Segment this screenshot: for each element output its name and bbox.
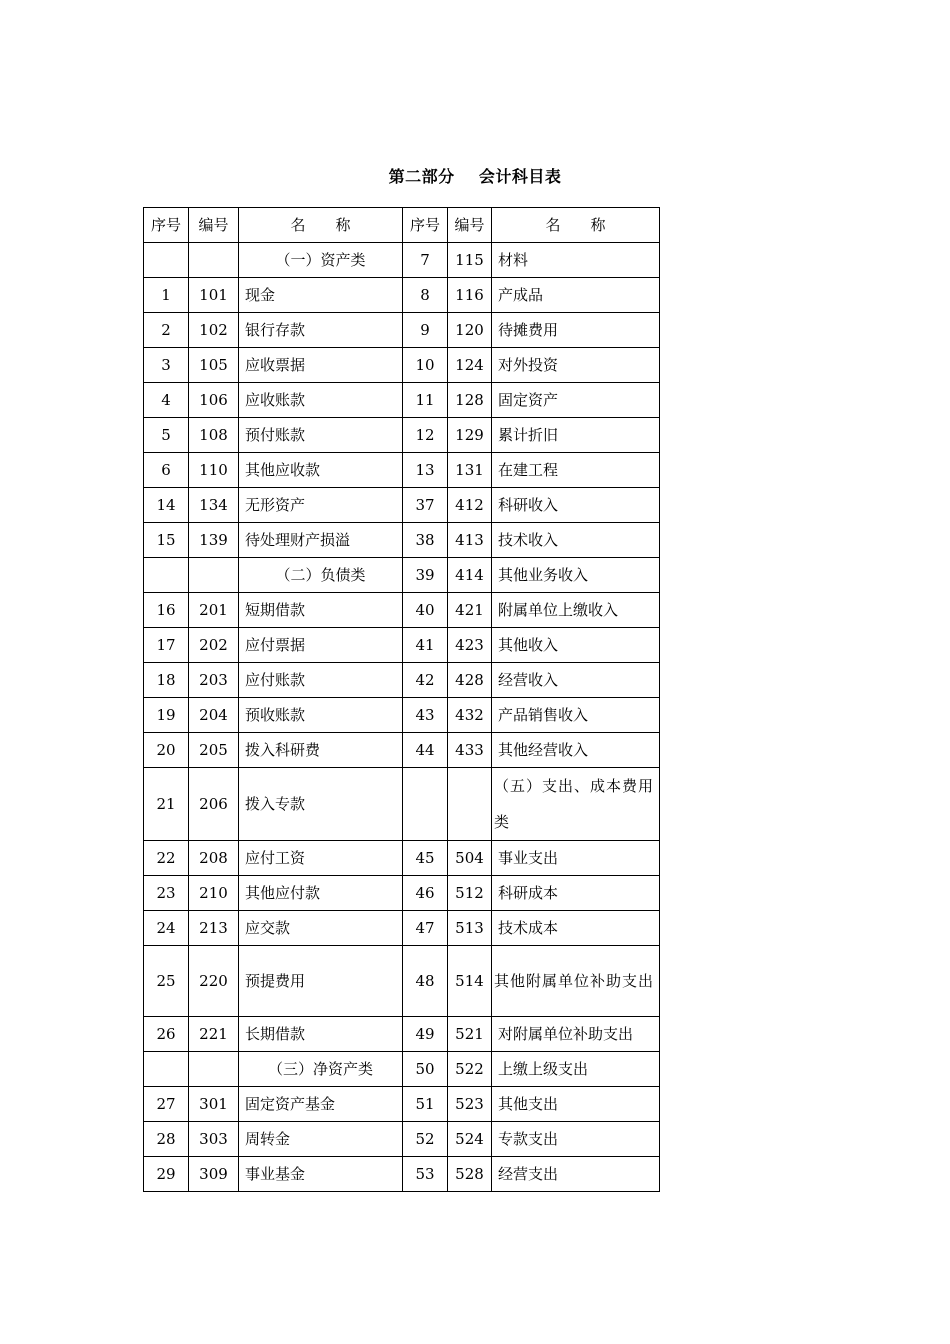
cell-seq-2: 9 bbox=[403, 313, 448, 348]
cell-seq: 14 bbox=[144, 488, 189, 523]
table-row bbox=[144, 278, 660, 313]
table-row bbox=[144, 558, 660, 593]
cell-code bbox=[189, 1052, 239, 1087]
cell-seq: 3 bbox=[144, 348, 189, 383]
cell-code-2: 512 bbox=[448, 876, 492, 911]
table-row bbox=[144, 418, 660, 453]
cell-code: 105 bbox=[189, 348, 239, 383]
cell-seq-2 bbox=[403, 768, 448, 841]
cell-code-2: 413 bbox=[448, 523, 492, 558]
cell-code: 204 bbox=[189, 698, 239, 733]
table-row bbox=[144, 313, 660, 348]
cell-code-2: 522 bbox=[448, 1052, 492, 1087]
cell-code: 134 bbox=[189, 488, 239, 523]
table-row bbox=[144, 911, 660, 946]
table-row bbox=[144, 383, 660, 418]
cell-name-2: 技术成本 bbox=[492, 911, 660, 946]
cell-code: 203 bbox=[189, 663, 239, 698]
cell-seq: 27 bbox=[144, 1087, 189, 1122]
cell-code: 201 bbox=[189, 593, 239, 628]
cell-name: 拨入专款 bbox=[239, 768, 403, 841]
cell-seq: 4 bbox=[144, 383, 189, 418]
cell-name-2: 待摊费用 bbox=[492, 313, 660, 348]
table-row bbox=[144, 663, 660, 698]
cell-name: 待处理财产损溢 bbox=[239, 523, 403, 558]
cell-seq bbox=[144, 243, 189, 278]
table-row bbox=[144, 243, 660, 278]
cell-name: 周转金 bbox=[239, 1122, 403, 1157]
cell-code-2: 124 bbox=[448, 348, 492, 383]
cell-seq-2: 46 bbox=[403, 876, 448, 911]
cell-seq: 16 bbox=[144, 593, 189, 628]
cell-name-2: （五）支出、成本费用类 bbox=[492, 768, 660, 841]
cell-seq-2: 7 bbox=[403, 243, 448, 278]
table-row bbox=[144, 1052, 660, 1087]
cell-code: 221 bbox=[189, 1017, 239, 1052]
cell-code-2: 432 bbox=[448, 698, 492, 733]
cell-code-2: 423 bbox=[448, 628, 492, 663]
cell-seq-2: 38 bbox=[403, 523, 448, 558]
cell-name-2: 对外投资 bbox=[492, 348, 660, 383]
cell-name-2: 附属单位上缴收入 bbox=[492, 593, 660, 628]
category-heading: （三）净资产类 bbox=[239, 1052, 403, 1087]
cell-code-2: 115 bbox=[448, 243, 492, 278]
cell-code-2: 120 bbox=[448, 313, 492, 348]
cell-name: 预提费用 bbox=[239, 946, 403, 1017]
cell-code bbox=[189, 243, 239, 278]
cell-name-2: 产品销售收入 bbox=[492, 698, 660, 733]
header-code-2: 编号 bbox=[448, 208, 492, 243]
cell-code-2: 128 bbox=[448, 383, 492, 418]
cell-seq: 28 bbox=[144, 1122, 189, 1157]
cell-seq: 23 bbox=[144, 876, 189, 911]
header-seq-2: 序号 bbox=[403, 208, 448, 243]
cell-name: 拨入科研费 bbox=[239, 733, 403, 768]
cell-name: 应付工资 bbox=[239, 841, 403, 876]
account-subjects-table bbox=[143, 207, 660, 1192]
cell-code-2: 421 bbox=[448, 593, 492, 628]
cell-seq: 1 bbox=[144, 278, 189, 313]
cell-name: 应收账款 bbox=[239, 383, 403, 418]
cell-name-2: 经营支出 bbox=[492, 1157, 660, 1192]
cell-seq-2: 13 bbox=[403, 453, 448, 488]
table-row bbox=[144, 593, 660, 628]
cell-code: 205 bbox=[189, 733, 239, 768]
cell-name-2: 科研收入 bbox=[492, 488, 660, 523]
cell-seq-2: 42 bbox=[403, 663, 448, 698]
cell-code-2: 428 bbox=[448, 663, 492, 698]
cell-seq: 26 bbox=[144, 1017, 189, 1052]
cell-code-2: 131 bbox=[448, 453, 492, 488]
cell-seq-2: 39 bbox=[403, 558, 448, 593]
cell-code-2: 504 bbox=[448, 841, 492, 876]
cell-code: 303 bbox=[189, 1122, 239, 1157]
cell-seq: 25 bbox=[144, 946, 189, 1017]
cell-code-2: 412 bbox=[448, 488, 492, 523]
cell-code-2: 129 bbox=[448, 418, 492, 453]
table-row bbox=[144, 1087, 660, 1122]
table-body bbox=[144, 243, 660, 1192]
cell-name-2: 其他支出 bbox=[492, 1087, 660, 1122]
cell-seq: 5 bbox=[144, 418, 189, 453]
cell-seq-2: 44 bbox=[403, 733, 448, 768]
category-heading: （一）资产类 bbox=[239, 243, 403, 278]
cell-seq-2: 11 bbox=[403, 383, 448, 418]
cell-code: 210 bbox=[189, 876, 239, 911]
table-row bbox=[144, 876, 660, 911]
cell-code-2: 513 bbox=[448, 911, 492, 946]
cell-name: 其他应收款 bbox=[239, 453, 403, 488]
table-row bbox=[144, 453, 660, 488]
table-row bbox=[144, 1122, 660, 1157]
table-row bbox=[144, 698, 660, 733]
cell-seq: 20 bbox=[144, 733, 189, 768]
cell-code: 139 bbox=[189, 523, 239, 558]
cell-code: 102 bbox=[189, 313, 239, 348]
cell-name-2: 技术收入 bbox=[492, 523, 660, 558]
cell-name: 短期借款 bbox=[239, 593, 403, 628]
cell-name: 应收票据 bbox=[239, 348, 403, 383]
table-row bbox=[144, 1157, 660, 1192]
cell-name-2: 在建工程 bbox=[492, 453, 660, 488]
cell-seq-2: 52 bbox=[403, 1122, 448, 1157]
cell-seq-2: 51 bbox=[403, 1087, 448, 1122]
cell-seq: 29 bbox=[144, 1157, 189, 1192]
cell-code: 101 bbox=[189, 278, 239, 313]
cell-name: 无形资产 bbox=[239, 488, 403, 523]
cell-name: 固定资产基金 bbox=[239, 1087, 403, 1122]
table-row bbox=[144, 628, 660, 663]
cell-name-2: 累计折旧 bbox=[492, 418, 660, 453]
cell-code: 309 bbox=[189, 1157, 239, 1192]
cell-code-2: 514 bbox=[448, 946, 492, 1017]
cell-name-2: 经营收入 bbox=[492, 663, 660, 698]
table-row bbox=[144, 946, 660, 1017]
cell-code: 213 bbox=[189, 911, 239, 946]
table-row bbox=[144, 1017, 660, 1052]
cell-name: 事业基金 bbox=[239, 1157, 403, 1192]
cell-name: 现金 bbox=[239, 278, 403, 313]
cell-name: 应付账款 bbox=[239, 663, 403, 698]
page-title: 第二部分 会计科目表 bbox=[388, 167, 562, 186]
cell-name-2: 其他收入 bbox=[492, 628, 660, 663]
cell-seq-2: 41 bbox=[403, 628, 448, 663]
cell-code: 108 bbox=[189, 418, 239, 453]
table-row bbox=[144, 841, 660, 876]
cell-name-2: 固定资产 bbox=[492, 383, 660, 418]
cell-name-2: 上缴上级支出 bbox=[492, 1052, 660, 1087]
cell-seq-2: 43 bbox=[403, 698, 448, 733]
cell-seq-2: 53 bbox=[403, 1157, 448, 1192]
cell-code: 206 bbox=[189, 768, 239, 841]
header-code: 编号 bbox=[189, 208, 239, 243]
cell-seq: 21 bbox=[144, 768, 189, 841]
cell-name: 应交款 bbox=[239, 911, 403, 946]
cell-name-2: 事业支出 bbox=[492, 841, 660, 876]
cell-seq: 6 bbox=[144, 453, 189, 488]
table-row bbox=[144, 488, 660, 523]
cell-seq-2: 45 bbox=[403, 841, 448, 876]
cell-name-2: 对附属单位补助支出 bbox=[492, 1017, 660, 1052]
cell-seq: 17 bbox=[144, 628, 189, 663]
cell-name-2: 其他附属单位补助支出 bbox=[492, 946, 660, 1017]
cell-seq-2: 49 bbox=[403, 1017, 448, 1052]
cell-code-2: 116 bbox=[448, 278, 492, 313]
header-seq: 序号 bbox=[144, 208, 189, 243]
cell-code-2: 433 bbox=[448, 733, 492, 768]
cell-code: 301 bbox=[189, 1087, 239, 1122]
cell-name-2: 其他业务收入 bbox=[492, 558, 660, 593]
category-heading: （二）负债类 bbox=[239, 558, 403, 593]
cell-seq-2: 48 bbox=[403, 946, 448, 1017]
cell-name: 银行存款 bbox=[239, 313, 403, 348]
cell-seq-2: 8 bbox=[403, 278, 448, 313]
cell-name-2: 科研成本 bbox=[492, 876, 660, 911]
cell-code-2: 521 bbox=[448, 1017, 492, 1052]
cell-code-2: 524 bbox=[448, 1122, 492, 1157]
cell-seq: 15 bbox=[144, 523, 189, 558]
cell-seq: 24 bbox=[144, 911, 189, 946]
table-header-row bbox=[144, 208, 660, 243]
table-row bbox=[144, 768, 660, 841]
cell-code: 106 bbox=[189, 383, 239, 418]
header-name-2: 名 称 bbox=[492, 208, 660, 243]
cell-name: 应付票据 bbox=[239, 628, 403, 663]
cell-code: 220 bbox=[189, 946, 239, 1017]
cell-seq-2: 50 bbox=[403, 1052, 448, 1087]
cell-name: 预收账款 bbox=[239, 698, 403, 733]
cell-name: 长期借款 bbox=[239, 1017, 403, 1052]
cell-code: 208 bbox=[189, 841, 239, 876]
cell-code bbox=[189, 558, 239, 593]
cell-code-2: 414 bbox=[448, 558, 492, 593]
cell-seq: 2 bbox=[144, 313, 189, 348]
table-row bbox=[144, 733, 660, 768]
cell-name: 其他应付款 bbox=[239, 876, 403, 911]
cell-seq: 19 bbox=[144, 698, 189, 733]
header-name: 名 称 bbox=[239, 208, 403, 243]
cell-seq: 22 bbox=[144, 841, 189, 876]
cell-name-2: 其他经营收入 bbox=[492, 733, 660, 768]
cell-code: 202 bbox=[189, 628, 239, 663]
cell-seq-2: 47 bbox=[403, 911, 448, 946]
cell-name: 预付账款 bbox=[239, 418, 403, 453]
cell-seq-2: 10 bbox=[403, 348, 448, 383]
cell-code-2: 523 bbox=[448, 1087, 492, 1122]
table-row bbox=[144, 348, 660, 383]
cell-name-2: 专款支出 bbox=[492, 1122, 660, 1157]
cell-code-2 bbox=[448, 768, 492, 841]
cell-seq-2: 12 bbox=[403, 418, 448, 453]
cell-seq bbox=[144, 1052, 189, 1087]
cell-seq-2: 40 bbox=[403, 593, 448, 628]
cell-code: 110 bbox=[189, 453, 239, 488]
cell-name-2: 产成品 bbox=[492, 278, 660, 313]
cell-seq-2: 37 bbox=[403, 488, 448, 523]
cell-name-2: 材料 bbox=[492, 243, 660, 278]
cell-code-2: 528 bbox=[448, 1157, 492, 1192]
cell-seq bbox=[144, 558, 189, 593]
table-row bbox=[144, 523, 660, 558]
cell-seq: 18 bbox=[144, 663, 189, 698]
